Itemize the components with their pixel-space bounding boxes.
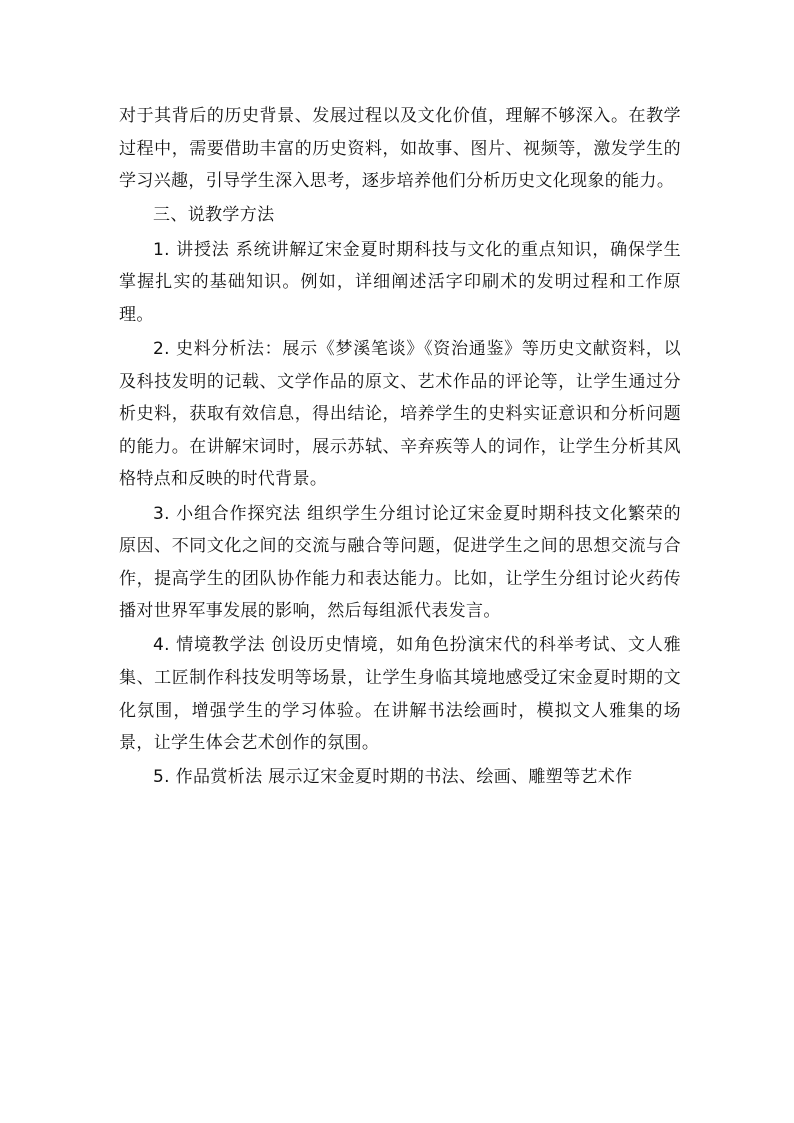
document-body <box>119 100 681 796</box>
paragraph-work-appreciation-method: 5. 作品赏析法 展示辽宋金夏时期的书法、绘画、雕塑等艺术作 <box>153 767 633 788</box>
section-heading-teaching-methods: 三、说教学方法 <box>153 205 275 226</box>
paragraph-group-inquiry-method: 3. 小组合作探究法 组织学生分组讨论辽宋金夏时期科技文化繁荣的原因、不同文化之间的交流与融合等问题，促进学生之间的思想交流与合作，提高学生的团队协作能力和表达能力。比如，让学生分组讨论火药传播对世界军事发展的影响，然后每组派代表发言。 <box>119 503 681 622</box>
paragraph-historical-source-analysis-method: 2. 史料分析法：展示《梦溪笔谈》《资治通鉴》等历史文献资料，以及科技发明的记载、文学作品的原文、艺术作品的评论等，让学生通过分析史料，获取有效信息，得出结论，培养学生的史料实证意识和分析问题的能力。在讲解宋词时，展示苏轼、辛弃疾等人的词作，让学生分析其风格特点和反映的时代背景。 <box>119 338 681 490</box>
paragraph-continued-learning-analysis: 对于其背后的历史背景、发展过程以及文化价值，理解不够深入。在教学过程中，需要借助丰富的历史资料，如故事、图片、视频等，激发学生的学习兴趣，引导学生深入思考，逐步培养他们分析历史文化现象的能力。 <box>119 106 681 192</box>
paragraph-lecture-method: 1. 讲授法 系统讲解辽宋金夏时期科技与文化的重点知识，确保学生掌握扎实的基础知识。例如，详细阐述活字印刷术的发明过程和工作原理。 <box>119 239 681 325</box>
paragraph-situational-teaching-method: 4. 情境教学法 创设历史情境，如角色扮演宋代的科举考试、文人雅集、工匠制作科技发明等场景，让学生身临其境地感受辽宋金夏时期的文化氛围，增强学生的学习体验。在讲解书法绘画时，模拟文人雅集的场景，让学生体会艺术创作的氛围。 <box>119 635 681 754</box>
